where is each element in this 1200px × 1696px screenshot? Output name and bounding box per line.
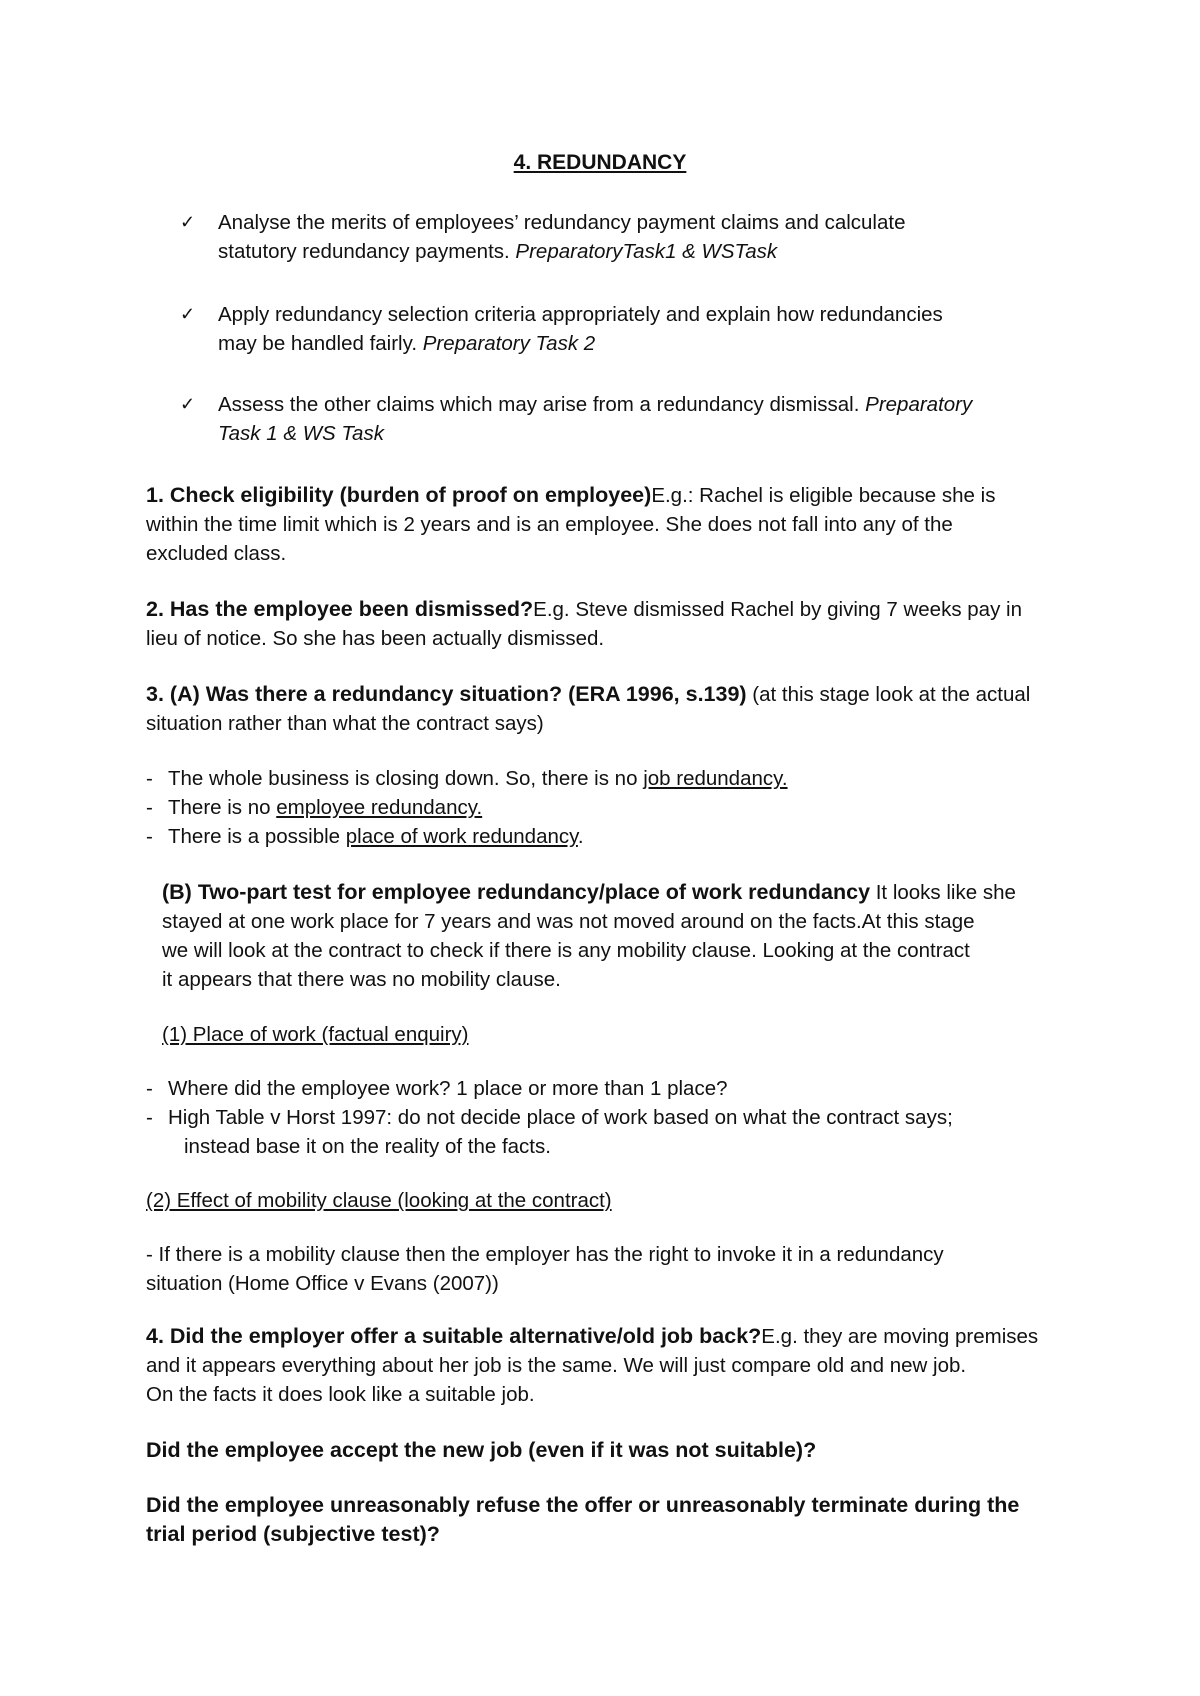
section-text: It looks like she [870, 881, 1016, 904]
section-text: within the time limit which is 2 years and is an employee. She does not fall into any of the [146, 513, 953, 536]
section-text: situation (Home Office v Evans (2007)) [146, 1272, 499, 1295]
document-page: 4. REDUNDANCY ✓ Analyse the merits of employees’ redundancy payment claims and calculate statutory redundancy payments. PreparatoryTask1 & WSTask ✓ Apply redundancy selection criteria appropriately and explain how redundancies may be handled fairly. Preparatory Task 2 ✓ Assess the other claims which may arise from a redundancy dismissal. Preparatory Task 1 & WS Task 1. Check eligibility (burden of proof on employee)E.g.: Rachel is eligible because she is within the time limit which is 2 years and is an employee. She does not fall into any of the excluded class. 2. Has the employee been dismissed?E.g. Steve dismissed Rachel by giving 7 weeks pay in lieu of notice. So she has been actually dismissed. 3. (A) Was there a redundancy situation? (ERA 1996, s.139) (at this stage look at the actual situation rather than what the contract says) - The whole business is closing down. So, there is no job redundancy. - There is no employee redundancy. - There is a possible place of work redundancy. (B) Two-part test for employee redundancy/place of work redundancy It looks like she stayed at one work place for 7 years and was not moved around on the facts.At this stage we will look at the contract to check if there is any mobility clause. Looking at the contract it appears that there was no mobility clause. (1) Place of work (factual enquiry) - Where did the employee work? 1 place or more than 1 place? - High Table v Horst 1997: do not decide place of work based on what the contract says; instead base it on the reality of the facts. (2) Effect of mobility clause (looking at the contract) - If there is a mobility clause then the employer has the right to invoke it in a redundancy situation (Home Office v Evans (2007)) 4. Did the employer offer a suitable alternative/old job back?E.g. they are moving premises and it appears everything about her job is the same. We will just compare old and new job. On the facts it does look like a suitable job. Did the employee accept the new job (even if it was not suitable)? Did the employee unreasonably refuse the offer or unreasonably terminate during the trial period (subjective test)? [0, 0, 1200, 1696]
objective-text: Analyse the merits of employees’ redundancy payment claims and calculate [218, 211, 906, 234]
section-text: stayed at one work place for 7 years and was not moved around on the facts.At this stage [162, 910, 975, 933]
section-eligibility [146, 481, 1066, 568]
objective-text: Assess the other claims which may arise from a redundancy dismissal. [218, 393, 866, 416]
section-text: lieu of notice. So she has been actually dismissed. [146, 627, 605, 650]
objective-text: statutory redundancy payments. [218, 240, 516, 263]
section-text: E.g. Steve dismissed Rachel by giving 7 weeks pay in [533, 598, 1022, 621]
question-accept-job: Did the employee accept the new job (even if it was not suitable)? [146, 1438, 817, 1462]
check-mark-icon: ✓ [180, 394, 196, 414]
section-heading: 1. Check eligibility (burden of proof on employee) [146, 483, 652, 507]
section-heading: (B) Two-part test for employee redundancy/place of work redundancy [162, 880, 871, 904]
objective-task-reference: Preparatory Task 2 [422, 332, 596, 355]
section-text: E.g. they are moving premises [761, 1325, 1039, 1348]
objective-task-reference: Preparatory [865, 393, 973, 416]
section-suitable-alternative [146, 1322, 1066, 1409]
section-text: E.g.: Rachel is eligible because she is [651, 484, 996, 507]
section-text: excluded class. [146, 542, 287, 565]
section-text: it appears that there was no mobility clause. [162, 968, 561, 991]
section-text: we will look at the contract to check if there is any mobility clause. Looking at the contract [162, 939, 970, 962]
section-text: - If there is a mobility clause then the employer has the right to invoke it in a redundancy [146, 1243, 944, 1266]
section-text: situation rather than what the contract says) [146, 712, 544, 735]
section-dismissal [146, 595, 1066, 653]
objective-text: Apply redundancy selection criteria appropriately and explain how redundancies [218, 303, 943, 326]
section-text: On the facts it does look like a suitable job. [146, 1383, 535, 1406]
question-unreasonable-refusal: Did the employee unreasonably refuse the offer or unreasonably terminate during the trial period (subjective test)? [146, 1493, 1020, 1546]
objective-task-reference: Task 1 & WS Task [218, 422, 384, 445]
page-title: 4. REDUNDANCY [513, 151, 687, 174]
subheading-mobility-clause: (2) Effect of mobility clause (looking at the contract) [146, 1189, 612, 1212]
section-two-part-test [162, 878, 1067, 994]
section-mobility-clause [146, 1240, 1066, 1298]
section-heading: 3. (A) Was there a redundancy situation? (ERA 1996, s.139) [146, 682, 747, 706]
objective-text: may be handled fairly. [218, 332, 423, 355]
section-text: (at this stage look at the actual [746, 683, 1031, 706]
subheading-place-of-work: (1) Place of work (factual enquiry) [162, 1023, 469, 1046]
check-mark-icon: ✓ [180, 304, 196, 324]
list-item-continuation: instead base it on the reality of the facts. [184, 1135, 551, 1158]
section-text: and it appears everything about her job is the same. We will just compare old and new job. [146, 1354, 967, 1377]
section-heading: 4. Did the employer offer a suitable alternative/old job back? [146, 1324, 762, 1348]
objective-task-reference: PreparatoryTask1 & WSTask [515, 240, 778, 263]
section-redundancy-situation [146, 680, 1066, 738]
check-mark-icon: ✓ [180, 212, 196, 232]
section-heading: 2. Has the employee been dismissed? [146, 597, 534, 621]
